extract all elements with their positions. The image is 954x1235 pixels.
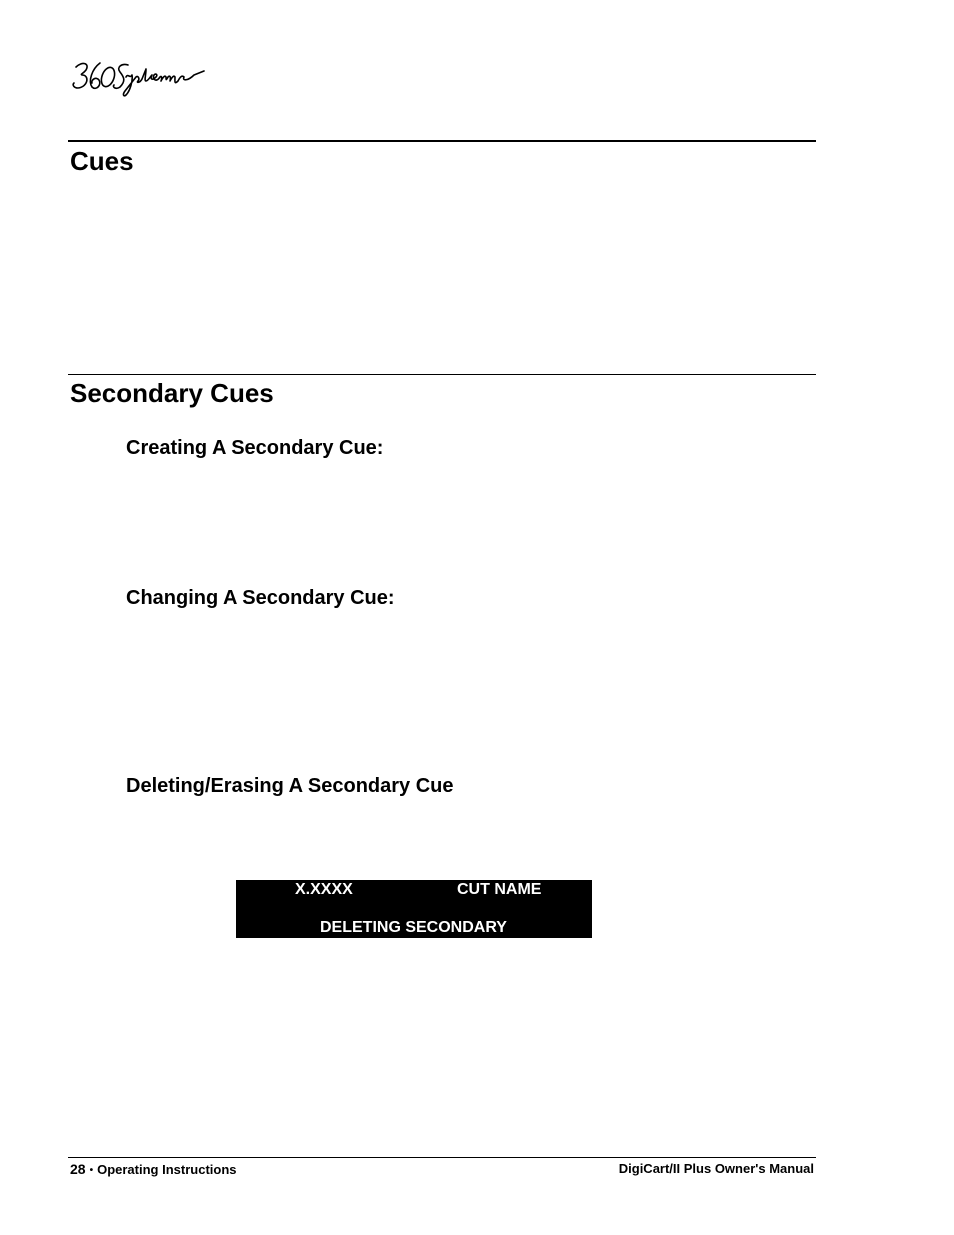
section-title-secondary-cues: Secondary Cues bbox=[70, 378, 274, 408]
subheading-deleting: Deleting/Erasing A Secondary Cue bbox=[126, 775, 454, 797]
lcd-message: DELETING SECONDARY bbox=[320, 919, 507, 936]
lcd-time: X.XXXX bbox=[295, 881, 353, 898]
section-title-cues: Cues bbox=[70, 146, 134, 176]
section-divider bbox=[68, 374, 816, 375]
top-divider bbox=[68, 140, 816, 142]
footer-left bbox=[70, 1162, 237, 1176]
lcd-cut-name: CUT NAME bbox=[457, 881, 542, 898]
footer-manual-title: DigiCart/II Plus Owner's Manual bbox=[618, 1161, 814, 1176]
page-number: 28 bbox=[70, 1161, 86, 1177]
subheading-creating: Creating A Secondary Cue: bbox=[126, 437, 384, 459]
footer-section: Operating Instructions bbox=[97, 1162, 237, 1177]
footer-bullet: • bbox=[89, 1165, 94, 1176]
subheading-changing: Changing A Secondary Cue: bbox=[126, 587, 395, 609]
company-logo bbox=[70, 55, 210, 100]
footer-divider bbox=[68, 1157, 816, 1158]
lcd-display bbox=[236, 880, 592, 938]
